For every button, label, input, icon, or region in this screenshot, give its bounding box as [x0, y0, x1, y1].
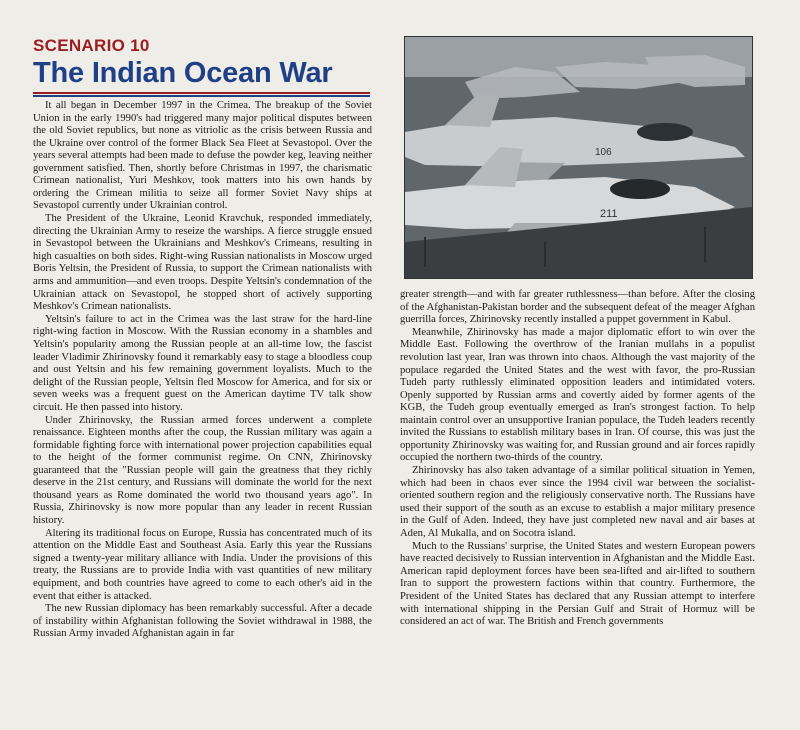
right-column-text: [400, 289, 755, 629]
paragraph: Meanwhile, Zhirinovsky has made a major diplomatic effort to win over the Middle East. Following the overthrow of the Iranian mullahs in a populist revolution last year, Iran was thrown into chaos. Although the vast majority of the populace regarded the United States and the west with favor, the pro-Russian Tudeh party ruthlessly eliminated opposition leaders and intimidated voters. Openly supported by Russian arms and covertly aided by former agents of the KGB, the Tudeh group eventually emerged as Iran's strongest faction. To help maintain control over an unsupportive Iranian populace, the Tudeh leaders recently invited the Russians to establish military bases in Iran. Of course, this was just the opportunity Zhirinovsky was waiting for, and Russian ground and air forces rapidly occupied the northern two-thirds of the country.: [400, 326, 755, 464]
paragraph: The President of the Ukraine, Leonid Kravchuk, responded immediately, directing the Ukrainian Army to reseize the warships. A fierce struggle ensued in Sevastopol between the Ukrainians and Meshkov's Crimeans, resulting in high casualties on both sides. Right-wing Russian nationalists in Moscow urged Boris Yeltsin, the President of Russia, to support the Crimean nationalists with arms and ammunition—and even troops. Despite Yeltsin's condemnation of the Ukrainian attack on Sevastopol, he stopped short of actively supporting Meshkov's Crimean nationalists.: [33, 213, 372, 313]
scenario-label: SCENARIO 10: [33, 36, 150, 55]
page-title: The Indian Ocean War: [33, 57, 333, 89]
paragraph: Zhirinovsky has also taken advantage of a similar political situation in Yemen, which had been in chaos ever since the 1994 civil war between the socialist-oriented southern region and the religiously conservative north. The Russians have used their support of the south as an excuse to establish a major military presence in the Gulf of Aden. Indeed, they have just completed new naval and air bases at Aden, Al Mukalla, and on Socotra island.: [400, 465, 755, 539]
paragraph: The new Russian diplomacy has been remarkably successful. After a decade of instability within Afghanistan following the Soviet withdrawal in 1988, the Russian Army invaded Afghanistan again in far: [33, 603, 372, 640]
fighter-jets-on-carrier-deck-photo: [404, 36, 753, 279]
photo-illustration: [405, 37, 752, 278]
paragraph: Yeltsin's failure to act in the Crimea was the last straw for the hard-line right-wing faction in Moscow. With the Russian economy in a shambles and Yeltsin's popularity among the Russian people at an all-time low, the fascist leader Vladimir Zhirinovsky found it remarkably easy to stage a bloodless coup and oust Yeltsin and his few remaining government loyalists. Much to the delight of the Russian people, Yeltsin fled Moscow for America, and for six or seven weeks was a frequent guest on the American daytime TV talk show circuit. He then passed into history.: [33, 313, 372, 413]
jet-marking: 211: [600, 208, 618, 220]
paragraph: Altering its traditional focus on Europe, Russia has concentrated much of its attention on the Middle East and Southeast Asia. Early this year the Russians signed a twenty-year military alliance with India. Under the provisions of this treaty, the Russians are to provide India with vast quantities of new military equipment, and both countries have agreed to come to each other's aid in the event that either is attacked.: [33, 527, 372, 602]
jet-marking: 106: [595, 147, 612, 158]
paragraph: Much to the Russians' surprise, the United States and western European powers have reacted decisively to Russian intervention in Afghanistan and the Middle East. American rapid deployment forces have been sea-lifted and air-lifted to southern Iran to support the prowestern factions within that country. Furthermore, the President of the United States has declared that any Russian attempt to interfere with international shipping in the Persian Gulf and Strait of Hormuz will be considered an act of war. The British and French governments: [400, 540, 755, 628]
paragraph: greater strength—and with far greater ruthlessness—than before. After the closing of the Afghanistan-Pakistan border and the subsequent defeat of the meager Afghan guerrilla forces, Zhirinovsky recently installed a puppet government in Kabul.: [400, 289, 755, 326]
paragraph: It all began in December 1997 in the Crimea. The breakup of the Soviet Union in the early 1990's had triggered many major political disputes between the old Soviet republics, but none as vitriolic as the crisis between Russia and the Ukraine over control of the former Black Sea Fleet at Sevastopol. Over the years several attempts had been made to defuse the powder keg, leaving neither government satisfied. Then, shortly before Christmas in 1997, the charismatic Crimean nationalist, Yuri Meshkov, took matters into his own hands by ordering the Crimean militia to seize all former Soviet Navy ships at Sevastopol currently under Ukrainian control.: [33, 100, 372, 212]
left-column-text: [33, 100, 372, 641]
paragraph: Under Zhirinovsky, the Russian armed forces underwent a complete renaissance. Eighteen months after the coup, the Russian military was again a formidable fighting force with international power projection capabilities equal to the height of the former communist regime. On CNN, Zhirinovsky guaranteed that the "Russian people will gain the greatness that they richly deserve in the 21st century, and Russians will dominate the world for the next thousand years as Rome dominated the world two thousand years ago". In Russia, Zhirinovsky is now more popular than any leader in recent Russian history.: [33, 414, 372, 526]
title-underline: [33, 92, 370, 97]
